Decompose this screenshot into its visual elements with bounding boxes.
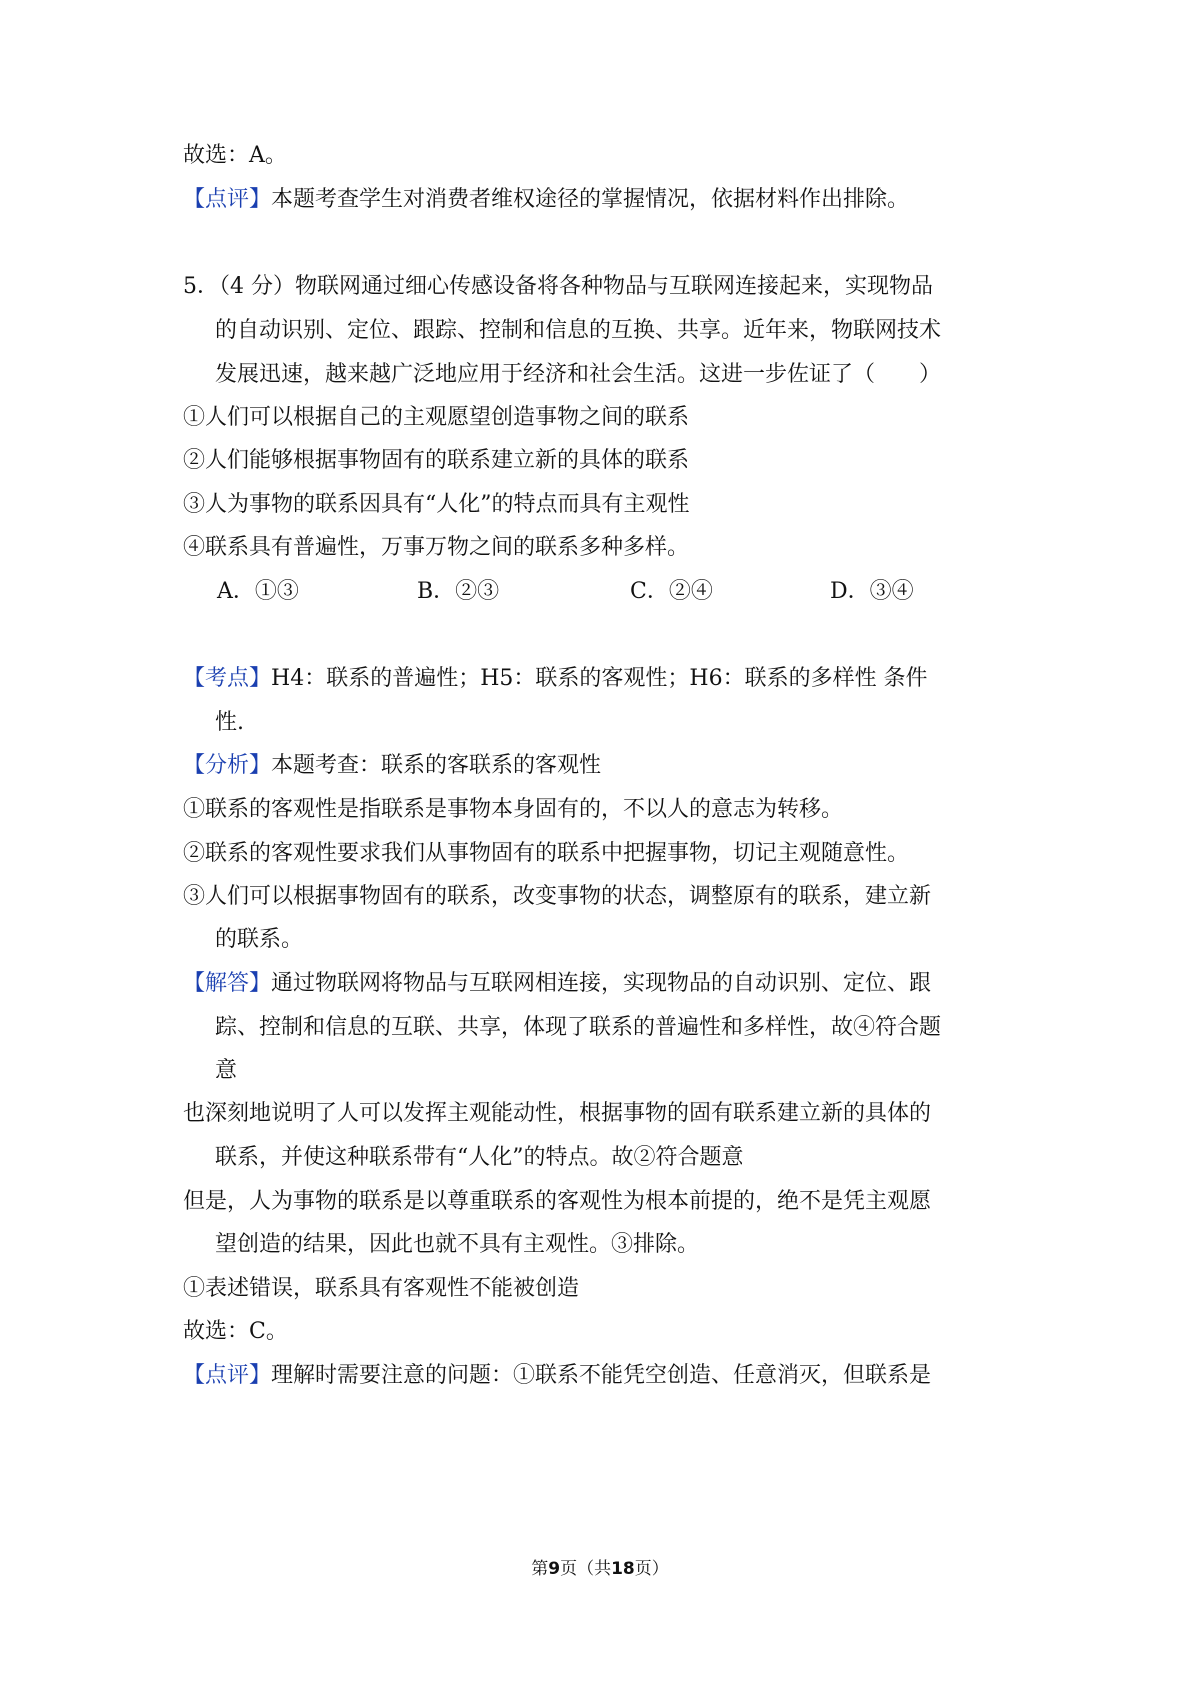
answer-line: 故选：C。	[183, 1319, 288, 1344]
analysis-point-3: ③人们可以根据事物固有的联系，改变事物的状态，调整原有的联系，建立新	[183, 884, 932, 909]
solution-cont: 意	[215, 1058, 238, 1083]
question-stem-cont: 发展迅速，越来越广泛地应用于经济和社会生活。这进一步佐证了（ ）	[215, 362, 942, 387]
analysis-line: 【分析】本题考查：联系的客联系的客观性	[183, 753, 602, 778]
page-number: 9	[548, 1559, 561, 1579]
solution-paragraph-3-cont: 望创造的结果，因此也就不具有主观性。③排除。	[215, 1232, 700, 1257]
question-stem: 5．（4 分）物联网通过细心传感设备将各种物品与互联网连接起来，实现物品	[183, 274, 933, 299]
option-a: A．①③	[217, 579, 299, 604]
analysis-tag: 【分析】	[183, 753, 272, 778]
solution-tag: 【解答】	[183, 971, 272, 996]
page-total: 18	[611, 1559, 635, 1579]
question-stem-cont: 的自动识别、定位、跟踪、控制和信息的互换、共享。近年来，物联网技术	[215, 318, 942, 343]
analysis-point-1: ①联系的客观性是指联系是事物本身固有的，不以人的意志为转移。	[183, 797, 844, 822]
option-b: B．②③	[417, 579, 500, 604]
statement-3: ③人为事物的联系因具有“人化”的特点而具有主观性	[183, 492, 690, 517]
statement-2: ②人们能够根据事物固有的联系建立新的具体的联系	[183, 448, 690, 473]
statement-4: ④联系具有普遍性，万事万物之间的联系多种多样。	[183, 535, 690, 560]
option-c: C．②④	[630, 579, 713, 604]
solution-paragraph-2-cont: 联系，并使这种联系带有“人化”的特点。故②符合题意	[215, 1145, 744, 1170]
comment-line: 【点评】本题考查学生对消费者维权途径的掌握情况，依据材料作出排除。	[183, 187, 910, 212]
solution-line: 【解答】通过物联网将物品与互联网相连接，实现物品的自动识别、定位、跟	[183, 971, 932, 996]
knowledge-point-tag: 【考点】	[183, 666, 272, 691]
statement-1: ①人们可以根据自己的主观愿望创造事物之间的联系	[183, 405, 690, 430]
solution-paragraph-2: 也深刻地说明了人可以发挥主观能动性，根据事物的固有联系建立新的具体的	[183, 1101, 932, 1126]
analysis-point-2: ②联系的客观性要求我们从事物固有的联系中把握事物，切记主观随意性。	[183, 841, 910, 866]
page-footer: 第9页（共18页）	[531, 1559, 669, 1579]
option-d: D．③④	[830, 579, 914, 604]
comment-line: 【点评】理解时需要注意的问题：①联系不能凭空创造、任意消灭，但联系是	[183, 1363, 932, 1388]
comment-tag: 【点评】	[183, 187, 272, 212]
solution-paragraph-3: 但是，人为事物的联系是以尊重联系的客观性为根本前提的，绝不是凭主观愿	[183, 1189, 932, 1214]
knowledge-point-line: 【考点】H4：联系的普遍性；H5：联系的客观性；H6：联系的多样性 条件	[183, 666, 928, 691]
analysis-point-3-cont: 的联系。	[215, 927, 304, 952]
answer-line: 故选：A。	[183, 143, 287, 168]
solution-cont: 踪、控制和信息的互联、共享，体现了联系的普遍性和多样性，故④符合题	[215, 1015, 942, 1040]
knowledge-point-cont: 性.	[215, 710, 244, 735]
comment-tag: 【点评】	[183, 1363, 272, 1388]
solution-paragraph-4: ①表述错误，联系具有客观性不能被创造	[183, 1276, 580, 1301]
